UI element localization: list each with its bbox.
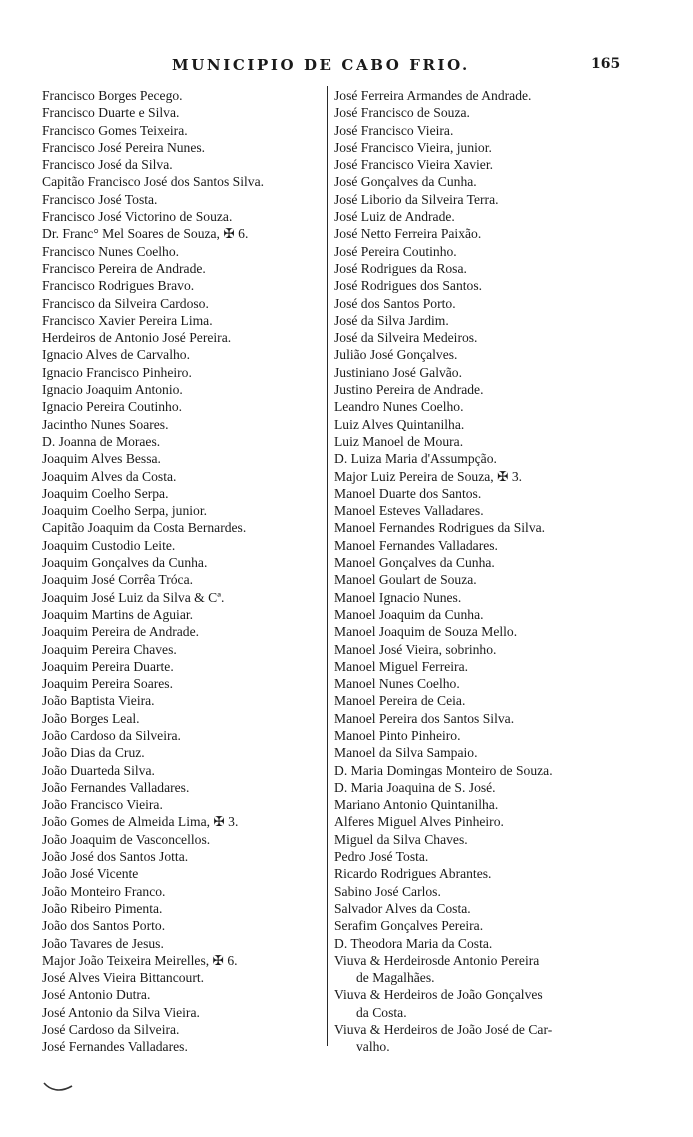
name-entry: Dr. Franc° Mel Soares de Souza, ✠ 6. — [42, 226, 249, 242]
name-entry: José Rodrigues da Rosa. — [334, 260, 467, 276]
name-entry: Joaquim Custodio Leite. — [42, 537, 176, 553]
name-entry: Joaquim José Luiz da Silva & Cª. — [42, 589, 225, 605]
name-entry: Joaquim Pereira Duarte. — [42, 658, 174, 674]
name-entry: João Joaquim de Vasconcellos. — [42, 831, 211, 847]
name-entry: Ignacio Pereira Coutinho. — [42, 399, 183, 415]
name-entry: Joaquim Pereira Soares. — [42, 676, 173, 692]
name-entry: José Antonio Dutra. — [42, 987, 151, 1003]
name-entry: Herdeiros de Antonio José Pereira. — [42, 330, 232, 346]
name-entry: Joaquim Coelho Serpa, junior. — [42, 503, 207, 519]
ink-mark-icon — [42, 1080, 78, 1094]
name-entry: Salvador Alves da Costa. — [334, 900, 471, 916]
column-divider — [327, 86, 328, 1046]
name-entry: Mariano Antonio Quintanilha. — [334, 797, 499, 813]
name-entry: Francisco Xavier Pereira Lima. — [42, 312, 213, 328]
name-entry: Justino Pereira de Andrade. — [334, 382, 484, 398]
name-entry: Francisco Gomes Teixeira. — [42, 122, 188, 138]
name-entry: João Ribeiro Pimenta. — [42, 900, 163, 916]
name-entry: Alferes Miguel Alves Pinheiro. — [334, 814, 504, 830]
name-entry: Francisco Nunes Coelho. — [42, 243, 180, 259]
name-entry: Manoel Joaquim da Cunha. — [334, 606, 484, 622]
name-entry: Manoel Duarte dos Santos. — [334, 485, 482, 501]
name-entry: José Pereira Coutinho. — [334, 243, 457, 259]
name-entry: José Francisco Vieira. — [334, 122, 454, 138]
name-entry: valho. — [356, 1039, 390, 1055]
name-entry: Manoel Pinto Pinheiro. — [334, 727, 461, 743]
name-entry: Miguel da Silva Chaves. — [334, 831, 468, 847]
name-entry: Francisco José da Silva. — [42, 157, 173, 173]
name-entry: João Borges Leal. — [42, 710, 140, 726]
name-entry: Luiz Manoel de Moura. — [334, 433, 464, 449]
left-name-column — [42, 87, 324, 1056]
name-entry: Jacintho Nunes Soares. — [42, 416, 169, 432]
name-entry: Francisco Borges Pecego. — [42, 88, 183, 103]
name-entry: José da Silveira Medeiros. — [334, 330, 478, 346]
name-entry: Francisco da Silveira Cardoso. — [42, 295, 209, 311]
name-entry: Major João Teixeira Meirelles, ✠ 6. — [42, 952, 238, 968]
name-entry: José Francisco Vieira, junior. — [334, 139, 492, 155]
name-entry: Capitão Joaquim da Costa Bernardes. — [42, 520, 247, 536]
name-entry: Joaquim Alves da Costa. — [42, 468, 177, 484]
name-entry: Joaquim Pereira Chaves. — [42, 641, 177, 657]
name-entry: Sabino José Carlos. — [334, 883, 441, 899]
name-entry: João Dias da Cruz. — [42, 745, 145, 761]
name-entry: Manoel Esteves Valladares. — [334, 503, 484, 519]
name-entry: Manoel Joaquim de Souza Mello. — [334, 624, 518, 640]
name-entry: Viuva & Herdeiros de João José de Car- — [334, 1022, 553, 1038]
name-entry: Francisco José Pereira Nunes. — [42, 139, 206, 155]
name-entry: D. Theodora Maria da Costa. — [334, 935, 493, 951]
name-entry: Francisco Pereira de Andrade. — [42, 260, 206, 276]
page-header — [0, 56, 693, 80]
right-name-column — [334, 87, 634, 1056]
name-entry: João Cardoso da Silveira. — [42, 727, 181, 743]
name-entry: Manoel Nunes Coelho. — [334, 676, 460, 692]
name-entry: José Francisco de Souza. — [334, 105, 470, 121]
name-entry: Francisco Duarte e Silva. — [42, 105, 180, 121]
name-entry: João Baptista Vieira. — [42, 693, 155, 709]
name-entry: José Rodrigues dos Santos. — [334, 278, 483, 294]
name-entry: Joaquim José Corrêa Tróca. — [42, 572, 194, 588]
name-entry: José Netto Ferreira Paixão. — [334, 226, 482, 242]
name-entry: Manoel Gonçalves da Cunha. — [334, 555, 495, 571]
name-entry: Manoel José Vieira, sobrinho. — [334, 641, 497, 657]
name-entry: Luiz Alves Quintanilha. — [334, 416, 465, 432]
name-entry: João Gomes de Almeida Lima, ✠ 3. — [42, 814, 239, 830]
name-entry: Major Luiz Pereira de Souza, ✠ 3. — [334, 468, 523, 484]
name-entry: Francisco José Victorino de Souza. — [42, 209, 233, 225]
name-entry: José Liborio da Silveira Terra. — [334, 191, 499, 207]
name-entry: José Ferreira Armandes de Andrade. — [334, 88, 532, 103]
page-title: MUNICIPIO DE CABO FRIO. — [172, 56, 470, 74]
name-entry: Manoel Fernandes Valladares. — [334, 537, 498, 553]
name-entry: Pedro José Tosta. — [334, 849, 429, 865]
name-entry: Manoel Pereira dos Santos Silva. — [334, 710, 515, 726]
name-entry: Joaquim Alves Bessa. — [42, 451, 161, 467]
name-entry: Manoel Fernandes Rodrigues da Silva. — [334, 520, 546, 536]
name-entry: José Gonçalves da Cunha. — [334, 174, 477, 190]
name-entry: Joaquim Coelho Serpa. — [42, 485, 169, 501]
name-entry: Ricardo Rodrigues Abrantes. — [334, 866, 492, 882]
name-entry: José Francisco Vieira Xavier. — [334, 157, 493, 173]
name-entry: João dos Santos Porto. — [42, 918, 166, 934]
name-entry: João Monteiro Franco. — [42, 883, 166, 899]
name-entry: Serafim Gonçalves Pereira. — [334, 918, 484, 934]
name-entry: Joaquim Gonçalves da Cunha. — [42, 555, 208, 571]
name-entry: João José Vicente — [42, 866, 139, 882]
name-entry: Joaquim Pereira de Andrade. — [42, 624, 200, 640]
name-entry: João Tavares de Jesus. — [42, 935, 164, 951]
name-entry: Justiniano José Galvão. — [334, 364, 462, 380]
name-entry: José Alves Vieira Bittancourt. — [42, 970, 205, 986]
name-entry: João José dos Santos Jotta. — [42, 849, 189, 865]
name-entry: João Duarteda Silva. — [42, 762, 155, 778]
name-entry: João Fernandes Valladares. — [42, 779, 190, 795]
name-entry: Viuva & Herdeirosde Antonio Pereira — [334, 952, 540, 968]
name-entry: Manoel da Silva Sampaio. — [334, 745, 478, 761]
name-entry: José Cardoso da Silveira. — [42, 1022, 180, 1038]
name-entry: Manoel Miguel Ferreira. — [334, 658, 469, 674]
name-entry: Ignacio Joaquim Antonio. — [42, 382, 183, 398]
name-entry: José da Silva Jardim. — [334, 312, 449, 328]
name-entry: da Costa. — [356, 1004, 407, 1020]
name-entry: José dos Santos Porto. — [334, 295, 456, 311]
name-entry: José Antonio da Silva Vieira. — [42, 1004, 200, 1020]
name-entry: Francisco José Tosta. — [42, 191, 158, 207]
name-entry: José Fernandes Valladares. — [42, 1039, 188, 1055]
name-entry: Manoel Goulart de Souza. — [334, 572, 477, 588]
name-entry: de Magalhães. — [356, 970, 435, 986]
name-entry: Ignacio Alves de Carvalho. — [42, 347, 190, 363]
name-entry: D. Luiza Maria d'Assumpção. — [334, 451, 497, 467]
name-entry: Julião José Gonçalves. — [334, 347, 458, 363]
name-entry: Leandro Nunes Coelho. — [334, 399, 464, 415]
name-entry: Capitão Francisco José dos Santos Silva. — [42, 174, 265, 190]
name-entry: Manoel Ignacio Nunes. — [334, 589, 462, 605]
name-entry: D. Maria Joaquina de S. José. — [334, 779, 496, 795]
name-entry: D. Maria Domingas Monteiro de Souza. — [334, 762, 553, 778]
page-number: 165 — [591, 56, 621, 72]
name-entry: Ignacio Francisco Pinheiro. — [42, 364, 192, 380]
name-entry: João Francisco Vieira. — [42, 797, 163, 813]
name-entry: Francisco Rodrigues Bravo. — [42, 278, 195, 294]
name-entry: D. Joanna de Moraes. — [42, 433, 161, 449]
name-entry: Viuva & Herdeiros de João Gonçalves — [334, 987, 543, 1003]
name-entry: Joaquim Martins de Aguiar. — [42, 606, 194, 622]
name-entry: José Luiz de Andrade. — [334, 209, 455, 225]
name-entry: Manoel Pereira de Ceia. — [334, 693, 466, 709]
